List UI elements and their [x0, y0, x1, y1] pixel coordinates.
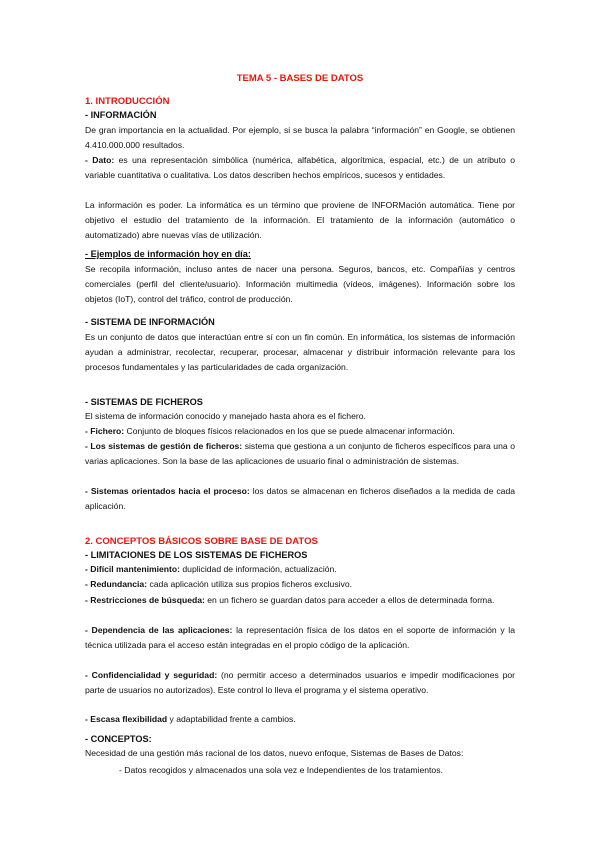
l1-text: duplicidad de información, actualización. [180, 564, 337, 574]
limitacion-confidencialidad [85, 668, 515, 698]
dato-text: es una representación simbólica (numérica, alfabética, algorítmica, espacial, etc.) de un atributo o variable cuantitativa o cualitativa. Los datos describen hechos empíricos, sucesos y entidades. [85, 155, 515, 180]
section-heading-introduccion: 1. INTRODUCCIÓN [85, 96, 170, 107]
paragraph-orientados-proceso [85, 484, 515, 514]
l4-text: la representación física de los datos en el soporte de información y la técnica utilizada para el acceso están integradas en el propio código de la aplicación. [85, 625, 515, 650]
fichero-text: Conjunto de bloques físicos relacionados en los que se puede almacenar información. [124, 426, 455, 436]
fichero-label: - Fichero: [85, 426, 125, 436]
limitacion-flexibilidad [85, 712, 515, 727]
l3-text: en un fichero se guardan datos para acceder a ellos de determinada forma. [204, 595, 495, 605]
gestion-text: sistema que gestiona a un conjunto de ficheros específicos para una o varias aplicaciones. Son la base de las aplicaciones de usuario final o administración de sistemas. [85, 441, 515, 466]
subheading-conceptos: - CONCEPTOS: [85, 734, 152, 744]
subheading-sistema-informacion: - SISTEMA DE INFORMACIÓN [85, 317, 215, 327]
paragraph-ejemplos: Se recopila información, incluso antes de nacer una persona. Seguros, bancos, etc. Compañías y centros comerciales (perfil del cliente/usuario). Información multimedia (vídeos, imágenes). Información sobre los objetos (IoT), control del tráfico, control de producción. [85, 264, 515, 304]
l5-text: (no permitir acceso a determinados usuarios e impedir modificaciones por parte de usuarios no autorizados). Este control lo lleva el programa y el sistema operativo. [85, 670, 516, 695]
subheading-ejemplos [85, 249, 251, 259]
conceptos-bullet: - Datos recogidos y almacenados una sola vez e Independientes de los tratamientos. [119, 765, 443, 775]
l6-text: y adaptabilidad frente a cambios. [167, 714, 296, 724]
subheading-informacion: - INFORMACIÓN [85, 110, 157, 120]
dato-label: - Dato: [85, 155, 115, 165]
l2-text: cada aplicación utiliza sus propios ficheros exclusivo. [147, 579, 352, 589]
l6-label: - Escasa flexibilidad [85, 714, 168, 724]
paragraph-gestion-ficheros [85, 439, 515, 469]
paragraph-ficheros-intro: El sistema de información conocido y manejado hasta ahora es el fichero. [85, 411, 366, 421]
document-title: TEMA 5 - BASES DE DATOS [236, 73, 364, 84]
limitacion-mantenimiento [85, 562, 515, 577]
limitacion-busqueda [85, 593, 515, 608]
paragraph-conceptos: Necesidad de una gestión más racional de los datos, nuevo enfoque, Sistemas de Bases de Datos: [85, 748, 464, 758]
section-heading-conceptos-basicos: 2. CONCEPTOS BÁSICOS SOBRE BASE DE DATOS [85, 536, 318, 547]
paragraph-informacion: De gran importancia en la actualidad. Por ejemplo, si se busca la palabra “información” en Google, se obtienen 4.410.000.000 resultados. [85, 125, 515, 150]
gestion-label: - Los sistemas de gestión de ficheros: [85, 441, 243, 451]
paragraph-dato [85, 153, 515, 183]
orientados-text: los datos se almacenan en ficheros diseñados a la medida de cada aplicación. [85, 486, 515, 511]
l1-label: - Difícil mantenimiento: [85, 564, 181, 574]
limitacion-redundancia [85, 577, 515, 592]
ejemplos-heading: - Ejemplos de información hoy en día: [85, 249, 251, 259]
subheading-sistemas-ficheros: - SISTEMAS DE FICHEROS [85, 397, 203, 407]
paragraph-sistema-informacion: Es un conjunto de datos que interactúan entre sí con un fin común. En informática, los sistemas de información ayudan a administrar, recolectar, recuperar, procesar, almacenar y distribuir información relevante para los procesos fundamentales y las particularidades de cada organización. [85, 332, 515, 372]
orientados-label: - Sistemas orientados hacia el proceso: [85, 486, 250, 496]
l5-label: - Confidencialidad y seguridad: [85, 670, 218, 680]
paragraph-fichero [85, 424, 515, 439]
l3-label: - Restricciones de búsqueda: [85, 595, 205, 605]
l4-label: - Dependencia de las aplicaciones: [85, 625, 233, 635]
l2-label: - Redundancia: [85, 579, 148, 589]
subheading-limitaciones: - LIMITACIONES DE LOS SISTEMAS DE FICHEROS [85, 550, 308, 560]
paragraph-informatica: La información es poder. La informática es un término que proviene de INFORMación automática. Tiene por objetivo el estudio del tratamiento de la información. El tratamiento de la información (automático o automatizado) abre nuevas vías de utilización. [85, 200, 515, 240]
limitacion-dependencia [85, 623, 515, 653]
